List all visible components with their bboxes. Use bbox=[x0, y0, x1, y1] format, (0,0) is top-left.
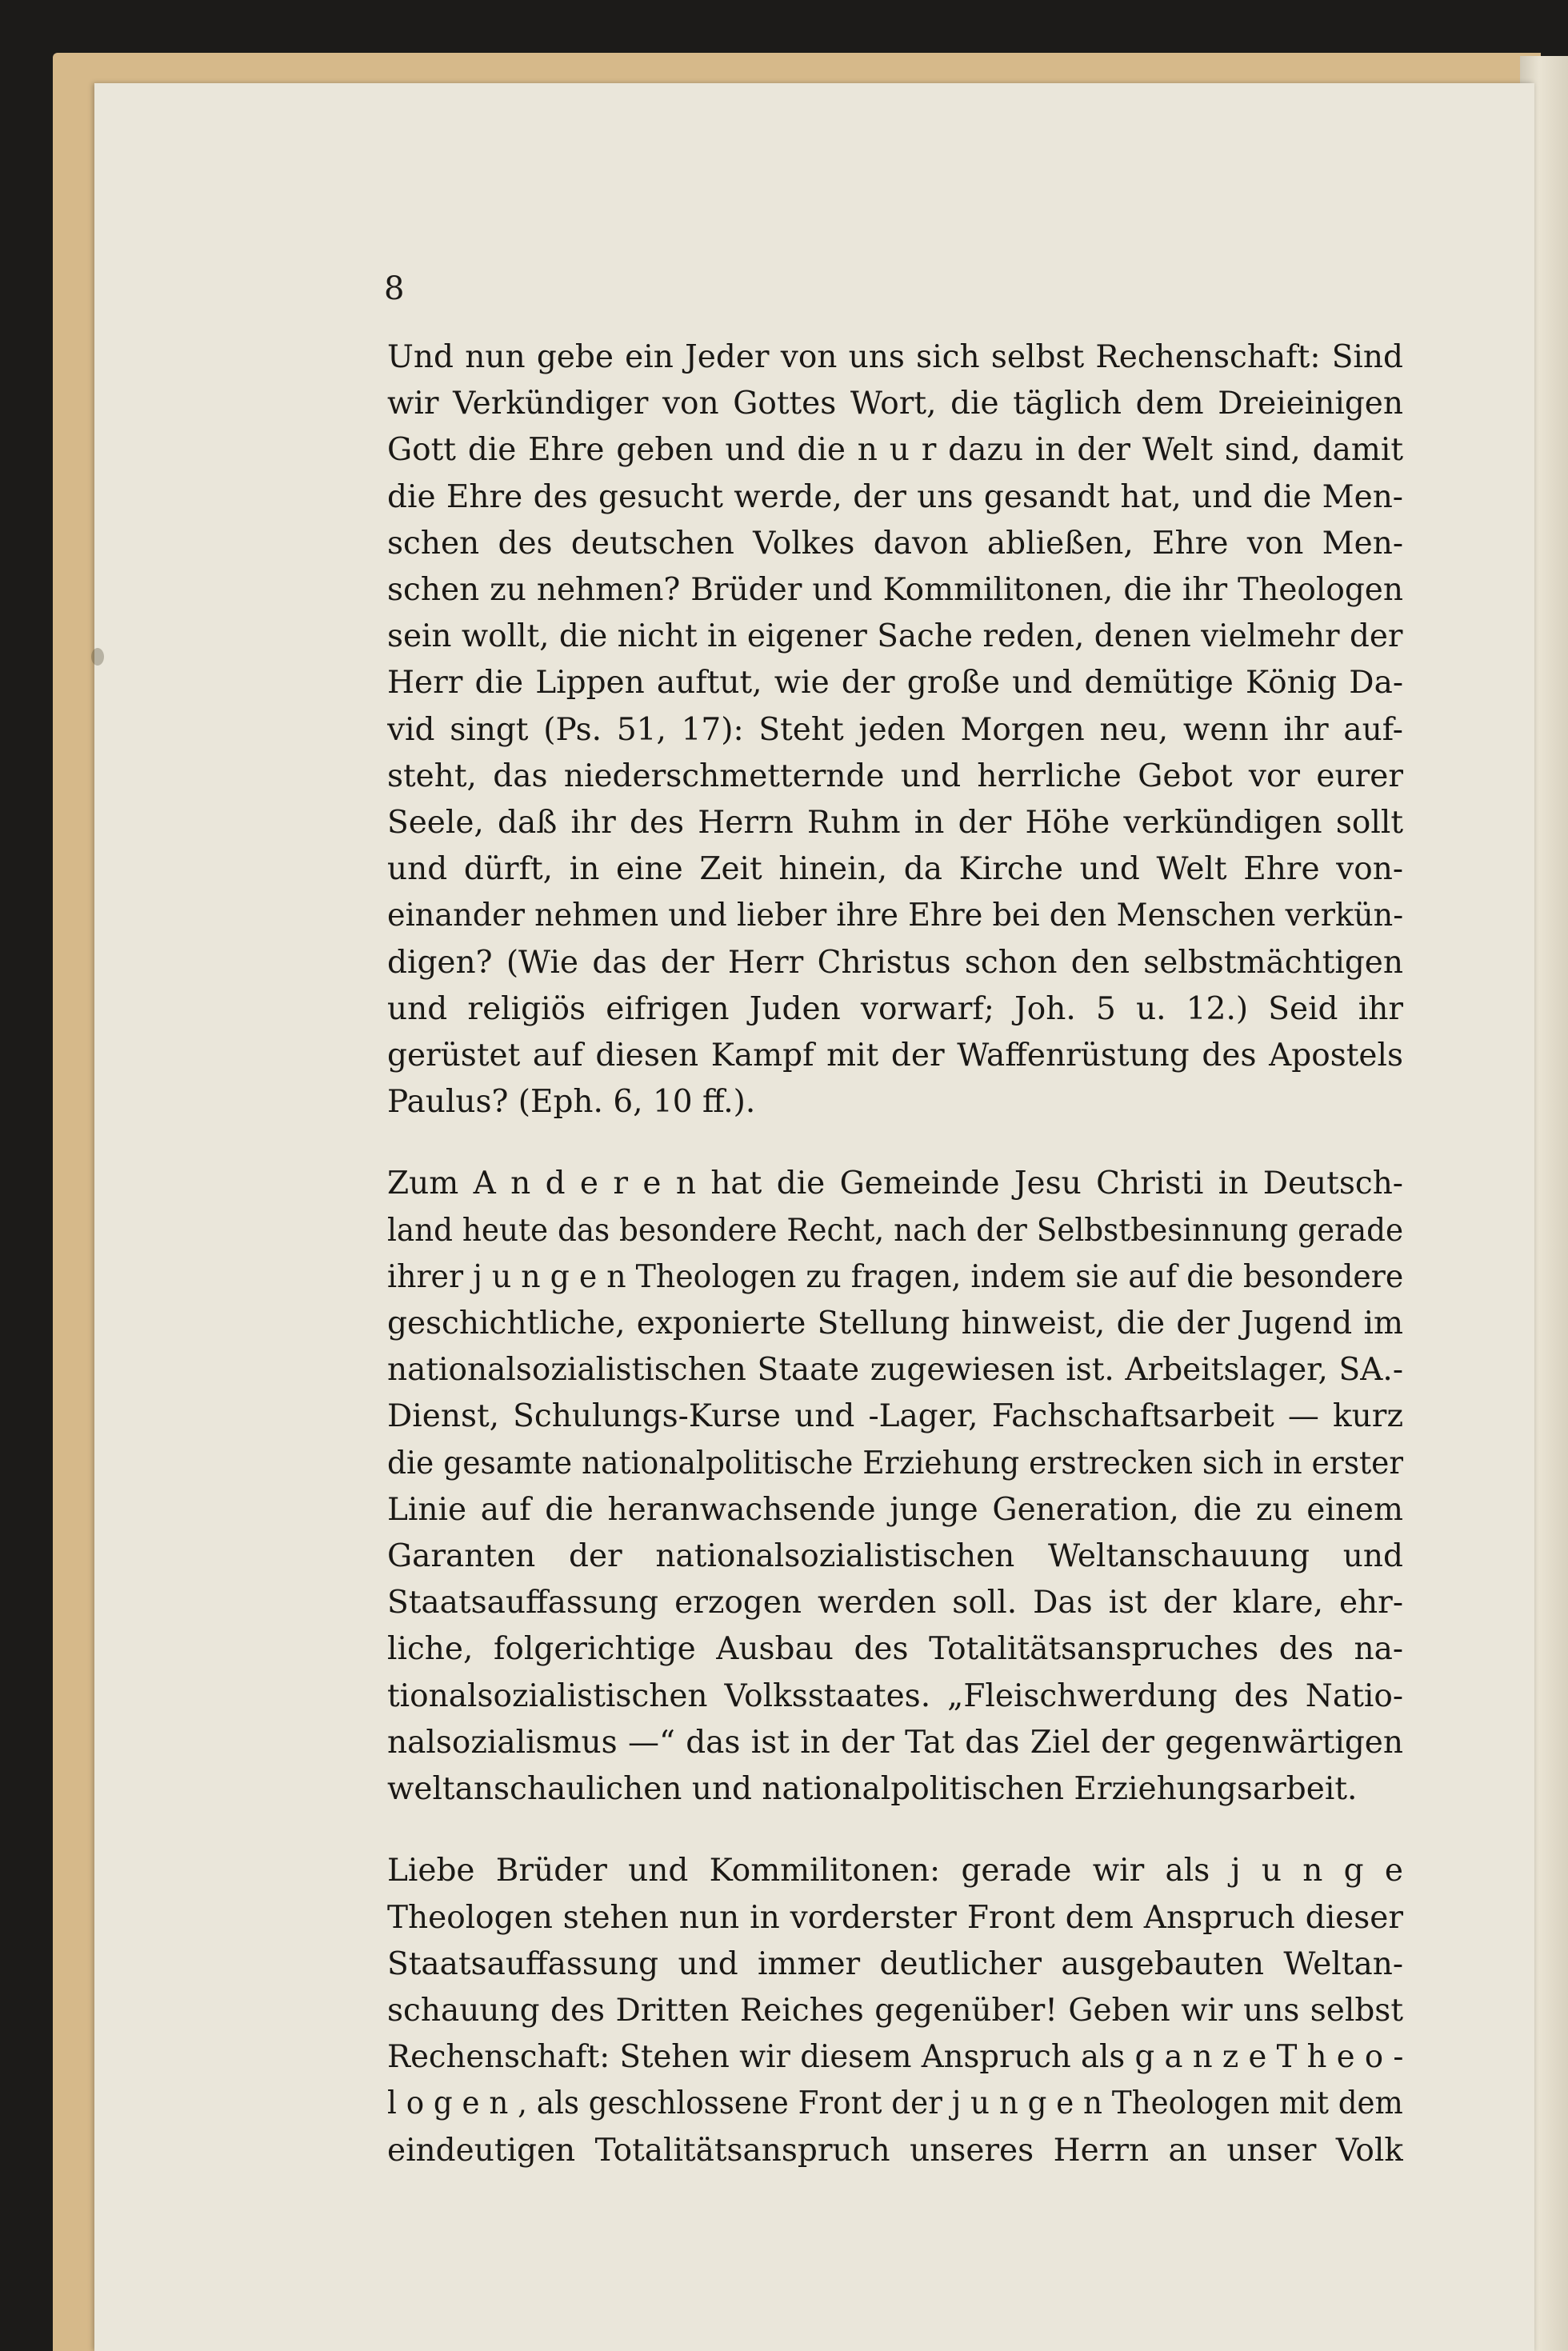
text-line: Gott die Ehre geben und die n u r dazu in der Welt sind, damit bbox=[387, 432, 1403, 469]
text-line: schen zu nehmen? Brüder und Kommilitonen, die ihr Theologen bbox=[387, 572, 1403, 609]
page-number: 8 bbox=[384, 270, 405, 307]
text-line: Staatsauffassung erzogen werden soll. Das ist der klare, ehr- bbox=[387, 1585, 1403, 1621]
text-line: Paulus? (Eph. 6, 10 ff.). bbox=[387, 1084, 756, 1121]
text-line: nationalsozialistischen Staate zugewiesen ist. Arbeitslager, SA.- bbox=[387, 1352, 1403, 1389]
text-line: Liebe Brüder und Kommilitonen: gerade wir als j u n g e bbox=[387, 1853, 1403, 1889]
text-line: Staatsauffassung und immer deutlicher ausgebauten Weltan- bbox=[387, 1945, 1403, 1982]
text-line: schauung des Dritten Reiches gegenüber! Geben wir uns selbst bbox=[387, 1992, 1403, 2029]
text-line: gerüstet auf diesen Kampf mit der Waffenrüstung des Apostels bbox=[387, 1038, 1403, 1074]
text-line: digen? (Wie das der Herr Christus schon den selbstmächtigen bbox=[387, 944, 1403, 981]
text-line: Garanten der nationalsozialistischen Weltanschauung und bbox=[387, 1538, 1403, 1575]
text-line: schen des deutschen Volkes davon abließen, Ehre von Men- bbox=[387, 525, 1403, 562]
text-line: und dürft, in eine Zeit hinein, da Kirche und Welt Ehre von- bbox=[387, 851, 1403, 888]
text-line: Linie auf die heranwachsende junge Generation, die zu einem bbox=[387, 1491, 1403, 1528]
text-line: Seele, daß ihr des Herrn Ruhm in der Höhe verkündigen sollt bbox=[387, 805, 1403, 842]
text-line: geschichtliche, exponierte Stellung hinweist, die der Jugend im bbox=[387, 1305, 1403, 1342]
text-line: ihrer j u n g e n Theologen zu fragen, indem sie auf die besondere bbox=[387, 1258, 1403, 1295]
text-line: nalsozialismus —“ das ist in der Tat das Ziel der gegenwärtigen bbox=[387, 1724, 1403, 1761]
text-line: Zum A n d e r e n hat die Gemeinde Jesu Christi in Deutsch- bbox=[387, 1166, 1403, 1202]
body-text bbox=[387, 334, 1403, 2174]
text-line: eindeutigen Totalitätsanspruch unseres Herrn an unser Volk bbox=[387, 2132, 1403, 2169]
paragraph-3 bbox=[387, 1848, 1403, 2173]
paragraph-2 bbox=[387, 1161, 1403, 1813]
text-line: und religiös eifrigen Juden vorwarf; Joh. 5 u. 12.) Seid ihr bbox=[387, 990, 1403, 1027]
paragraph-1 bbox=[387, 334, 1403, 1126]
paper-stain bbox=[91, 648, 104, 666]
text-line: einander nehmen und lieber ihre Ehre bei den Menschen verkün- bbox=[387, 898, 1403, 934]
text-line: wir Verkündiger von Gottes Wort, die täglich dem Dreieinigen bbox=[387, 386, 1403, 422]
text-line: weltanschaulichen und nationalpolitischen Erziehungsarbeit. bbox=[387, 1771, 1358, 1808]
text-line: Dienst, Schulungs-Kurse und -Lager, Fachschaftsarbeit — kurz bbox=[387, 1398, 1403, 1435]
text-line: Herr die Lippen auftut, wie der große und demütige König Da- bbox=[387, 665, 1403, 702]
text-line: land heute das besondere Recht, nach der Selbstbesinnung gerade bbox=[387, 1212, 1403, 1249]
text-line: tionalsozialistischen Volksstaates. „Fleischwerdung des Natio- bbox=[387, 1677, 1403, 1714]
text-line: die gesamte nationalpolitische Erziehung erstrecken sich in erster bbox=[387, 1445, 1403, 1481]
text-line: vid singt (Ps. 51, 17): Steht jeden Morgen neu, wenn ihr auf- bbox=[387, 711, 1403, 748]
text-line: Rechenschaft: Stehen wir diesem Anspruch als g a n z e T h e o - bbox=[387, 2039, 1403, 2076]
text-line: sein wollt, die nicht in eigener Sache reden, denen vielmehr der bbox=[387, 618, 1403, 655]
text-line: steht, das niederschmetternde und herrliche Gebot vor eurer bbox=[387, 758, 1403, 794]
text-line: Und nun gebe ein Jeder von uns sich selbst Rechenschaft: Sind bbox=[387, 339, 1403, 375]
text-line: Theologen stehen nun in vorderster Front dem Anspruch dieser bbox=[387, 1899, 1403, 1936]
text-line: die Ehre des gesucht werde, der uns gesandt hat, und die Men- bbox=[387, 478, 1403, 515]
text-line: liche, folgerichtige Ausbau des Totalitätsanspruches des na- bbox=[387, 1631, 1403, 1668]
text-line: l o g e n , als geschlossene Front der j u n g e n Theologen mit dem bbox=[387, 2085, 1403, 2122]
